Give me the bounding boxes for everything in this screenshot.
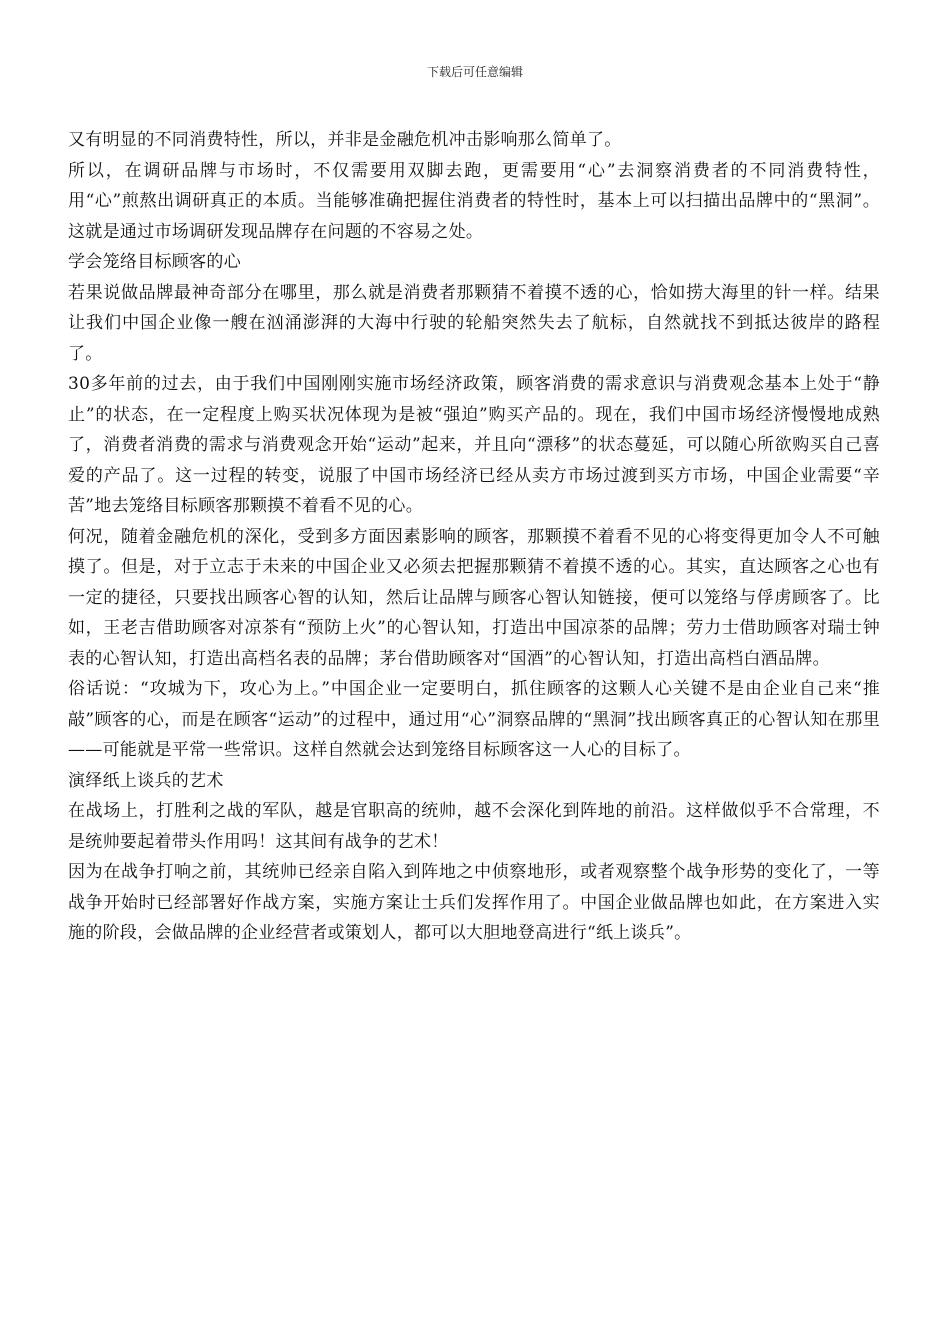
paragraph-3: 若果说做品牌最神奇部分在哪里，那么就是消费者那颗猜不着摸不透的心，恰如捞大海里的针一样。结果让我们中国企业像一艘在汹涌澎湃的大海中行驶的轮船突然失去了航标，自然就找不到抵达彼岸的路程了。 [68,282,880,364]
paragraph-7: 在战场上，打胜利之战的军队，越是官职高的统帅，越不会深化到阵地的前沿。这样做似乎不合常理，不是统帅要起着带头作用吗！这其间有战争的艺术！ [68,801,880,852]
paragraph-4: 30多年前的过去，由于我们中国刚刚实施市场经济政策，顾客消费的需求意识与消费观念基本上处于“静止”的状态，在一定程度上购买状况体现为是被“强迫”购买产品的。现在，我们中国市场经济慢慢地成熟了，消费者消费的需求与消费观念开始“运动”起来，并且向“漂移”的状态蔓延，可以随心所欲购买自己喜爱的产品了。这一过程的转变，说服了中国市场经济已经从卖方市场过渡到买方市场，中国企业需要“辛苦”地去笼络目标顾客那颗摸不着看不见的心。 [68,374,880,516]
section-heading-2: 演绎纸上谈兵的艺术 [68,770,224,791]
paragraph-1: 又有明显的不同消费特性，所以，并非是金融危机冲击影响那么简单了。 [68,130,622,150]
paragraph-8: 因为在战争打响之前，其统帅已经亲自陷入到阵地之中侦察地形，或者观察整个战争形势的变化了，一等战争开始时已经部署好作战方案，实施方案让士兵们发挥作用了。中国企业做品牌也如此，在方案进入实施的阶段，会做品牌的企业经营者或策划人，都可以大胆地登高进行“纸上谈兵”。 [68,862,880,943]
document-body [68,125,880,949]
paragraph-2: 所以，在调研品牌与市场时，不仅需要用双脚去跑，更需要用“心”去洞察消费者的不同消费特性，用“心”煎熬出调研真正的本质。当能够准确把握住消费者的特性时，基本上可以扫描出品牌中的“黑洞”。这就是通过市场调研发现品牌存在问题的不容易之处。 [68,160,880,242]
page-header-note: 下载后可任意编辑 [426,65,523,79]
paragraph-5: 何况，随着金融危机的深化，受到多方面因素影响的顾客，那颗摸不着看不见的心将变得更加令人不可触摸了。但是，对于立志于未来的中国企业又必须去把握那颗猜不着摸不透的心。其实，直达顾客之心也有一定的捷径，只要找出顾客心智的认知，然后让品牌与顾客心智认知链接，便可以笼络与俘虏顾客了。比如，王老吉借助顾客对凉茶有“预防上火”的心智认知，打造出中国凉茶的品牌；劳力士借助顾客对瑞士钟表的心智认知，打造出高档名表的品牌；茅台借助顾客对“国酒”的心智认知，打造出高档白酒品牌。 [68,526,880,669]
section-heading-1: 学会笼络目标顾客的心 [68,252,241,272]
paragraph-6: 俗话说：“攻城为下，攻心为上。”中国企业一定要明白，抓住顾客的这颗人心关键不是由企业自己来“推敲”顾客的心，而是在顾客“运动”的过程中，通过用“心”洞察品牌的“黑洞”找出顾客真正的心智认知在那里——可能就是平常一些常识。这样自然就会达到笼络目标顾客这一人心的目标了。 [68,679,880,760]
